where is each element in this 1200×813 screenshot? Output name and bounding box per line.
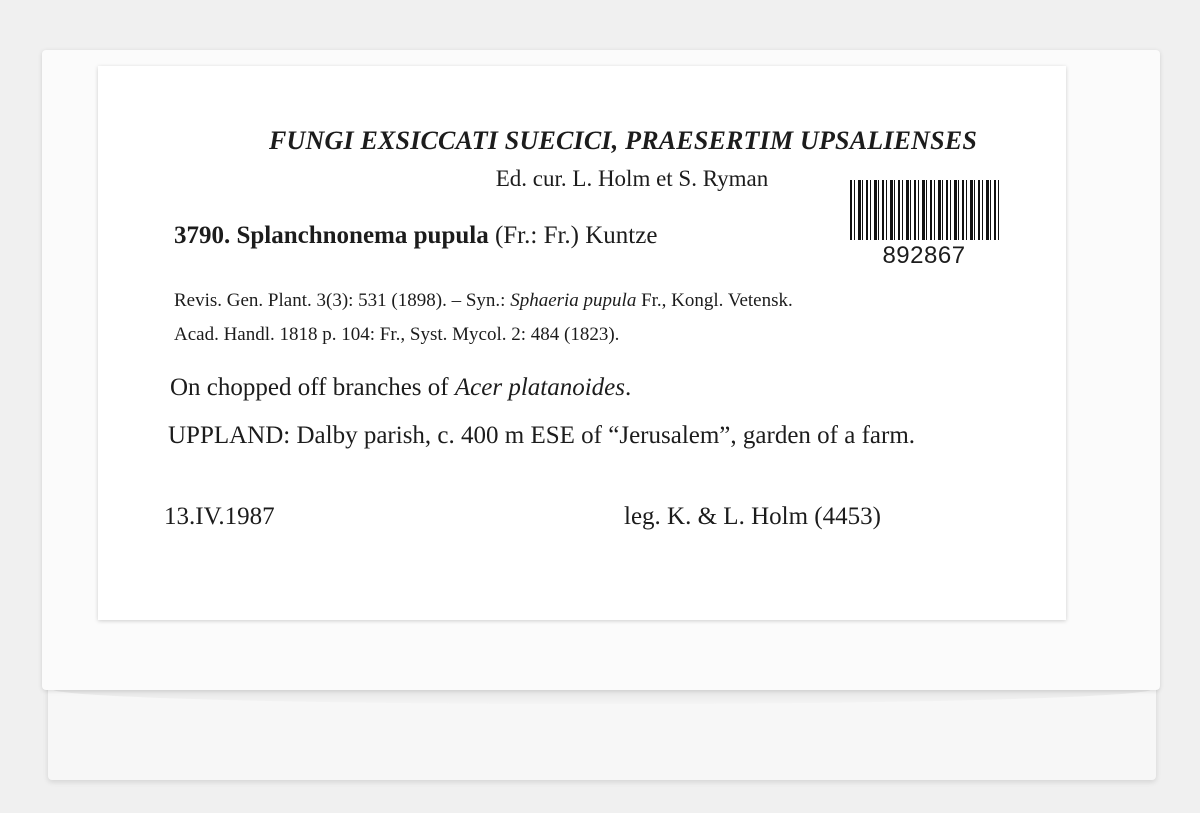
host-name: Acer platanoides (454, 374, 625, 401)
taxon-authority: (Fr.: Fr.) Kuntze (494, 222, 658, 249)
herbarium-label (98, 66, 1066, 620)
taxon-line (174, 222, 657, 250)
collection-date: 13.IV.1987 (164, 503, 275, 530)
reference-text: Fr., Kongl. Vetensk. (636, 290, 793, 311)
substrate-line (170, 374, 631, 402)
barcode-number: 892867 (882, 242, 966, 269)
editors-line: Ed. cur. L. Holm et S. Ryman (495, 166, 769, 191)
locality: UPPLAND: Dalby parish, c. 400 m ESE of “Jerusalem”, garden of a farm. (168, 422, 916, 449)
synonym-name: Sphaeria pupula (510, 290, 637, 311)
exsiccata-number: 3790. (174, 222, 231, 249)
series-title: FUNGI EXSICCATI SUECICI, PRAESERTIM UPSALIENSES (268, 126, 978, 155)
barcode (838, 176, 1010, 268)
substrate-punctuation: . (624, 374, 632, 401)
reference-line-2: Acad. Handl. 1818 p. 104: Fr., Syst. Mycol. 2: 484 (1823). (174, 324, 620, 345)
reference-text: Revis. Gen. Plant. 3(3): 531 (1898). – Syn.: (174, 290, 511, 311)
barcode-bars (850, 180, 1000, 240)
references (174, 284, 1004, 352)
reference-line-1 (174, 284, 1004, 318)
collector: leg. K. & L. Holm (4453) (624, 503, 881, 530)
substrate-text: On chopped off branches of (170, 374, 455, 401)
taxon-name: Splanchnonema pupula (236, 222, 489, 249)
